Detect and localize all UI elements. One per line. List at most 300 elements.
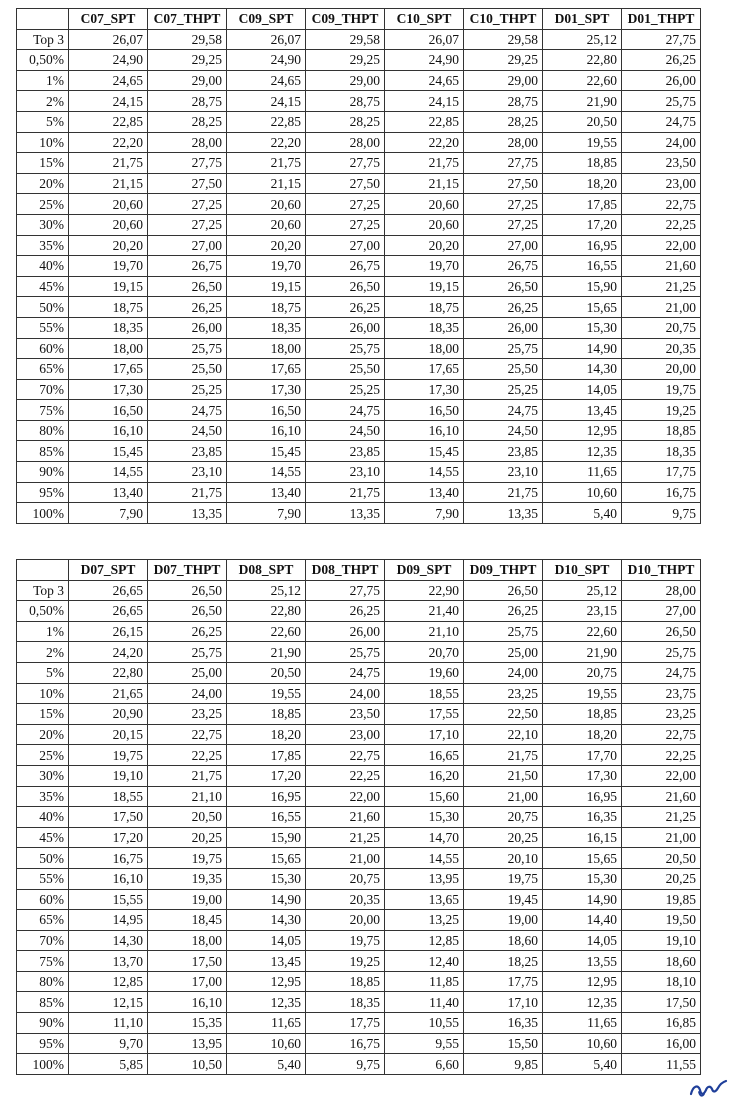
score-cell: 25,75 xyxy=(148,642,227,663)
score-cell: 14,30 xyxy=(227,910,306,931)
score-cell: 27,00 xyxy=(306,235,385,256)
score-cell: 18,25 xyxy=(464,951,543,972)
score-table-1 xyxy=(16,8,701,524)
score-cell: 22,25 xyxy=(148,745,227,766)
score-cell: 23,25 xyxy=(148,704,227,725)
score-cell: 25,25 xyxy=(464,379,543,400)
score-cell: 14,55 xyxy=(385,848,464,869)
score-cell: 20,75 xyxy=(622,317,701,338)
score-cell: 13,45 xyxy=(227,951,306,972)
row-label: 55% xyxy=(17,317,69,338)
table-row xyxy=(17,29,701,50)
score-cell: 24,75 xyxy=(148,400,227,421)
score-cell: 12,95 xyxy=(543,420,622,441)
score-cell: 18,60 xyxy=(464,930,543,951)
score-cell: 25,50 xyxy=(464,359,543,380)
score-cell: 16,50 xyxy=(385,400,464,421)
score-cell: 15,60 xyxy=(385,786,464,807)
column-header: C07_SPT xyxy=(69,9,148,30)
score-cell: 25,12 xyxy=(543,29,622,50)
table-row xyxy=(17,642,701,663)
score-cell: 15,90 xyxy=(227,827,306,848)
score-cell: 13,40 xyxy=(69,482,148,503)
score-cell: 23,15 xyxy=(543,601,622,622)
score-cell: 25,50 xyxy=(306,359,385,380)
score-cell: 17,65 xyxy=(69,359,148,380)
score-cell: 20,00 xyxy=(622,359,701,380)
column-header: C10_SPT xyxy=(385,9,464,30)
score-cell: 14,70 xyxy=(385,827,464,848)
score-cell: 25,75 xyxy=(622,642,701,663)
score-cell: 26,25 xyxy=(464,601,543,622)
row-label: 1% xyxy=(17,621,69,642)
score-cell: 20,75 xyxy=(543,662,622,683)
score-cell: 24,50 xyxy=(464,420,543,441)
score-cell: 21,60 xyxy=(622,786,701,807)
score-cell: 23,85 xyxy=(464,441,543,462)
score-cell: 26,15 xyxy=(69,621,148,642)
score-cell: 14,40 xyxy=(543,910,622,931)
score-cell: 24,15 xyxy=(227,91,306,112)
score-cell: 12,35 xyxy=(543,441,622,462)
row-label: 95% xyxy=(17,1033,69,1054)
score-cell: 10,60 xyxy=(543,482,622,503)
score-cell: 13,65 xyxy=(385,889,464,910)
table-row xyxy=(17,1054,701,1075)
score-cell: 22,75 xyxy=(306,745,385,766)
row-label: 70% xyxy=(17,930,69,951)
score-cell: 17,30 xyxy=(385,379,464,400)
score-cell: 12,35 xyxy=(227,992,306,1013)
table-row xyxy=(17,400,701,421)
score-cell: 14,05 xyxy=(543,930,622,951)
table-row xyxy=(17,235,701,256)
score-cell: 27,00 xyxy=(464,235,543,256)
score-cell: 16,55 xyxy=(227,807,306,828)
score-cell: 21,75 xyxy=(148,482,227,503)
score-cell: 21,90 xyxy=(543,91,622,112)
score-cell: 19,75 xyxy=(306,930,385,951)
score-cell: 18,00 xyxy=(148,930,227,951)
score-cell: 29,00 xyxy=(464,70,543,91)
score-cell: 27,25 xyxy=(464,194,543,215)
row-label: 80% xyxy=(17,420,69,441)
score-cell: 19,10 xyxy=(69,765,148,786)
score-cell: 24,90 xyxy=(227,50,306,71)
score-cell: 21,75 xyxy=(148,765,227,786)
table-row xyxy=(17,580,701,601)
column-header: D10_SPT xyxy=(543,560,622,581)
score-cell: 21,15 xyxy=(227,173,306,194)
score-cell: 13,70 xyxy=(69,951,148,972)
score-cell: 24,50 xyxy=(306,420,385,441)
score-cell: 19,50 xyxy=(622,910,701,931)
table-row xyxy=(17,503,701,524)
score-cell: 16,10 xyxy=(227,420,306,441)
score-cell: 28,75 xyxy=(464,91,543,112)
score-cell: 27,00 xyxy=(622,601,701,622)
score-cell: 6,60 xyxy=(385,1054,464,1075)
score-cell: 19,55 xyxy=(227,683,306,704)
row-label: 85% xyxy=(17,992,69,1013)
score-cell: 21,90 xyxy=(543,642,622,663)
score-cell: 22,20 xyxy=(385,132,464,153)
score-cell: 9,75 xyxy=(622,503,701,524)
score-cell: 16,95 xyxy=(543,786,622,807)
score-cell: 20,10 xyxy=(464,848,543,869)
score-cell: 25,25 xyxy=(306,379,385,400)
row-label: 45% xyxy=(17,276,69,297)
score-cell: 20,75 xyxy=(464,807,543,828)
score-cell: 15,35 xyxy=(148,1013,227,1034)
row-label: 75% xyxy=(17,400,69,421)
row-label: 95% xyxy=(17,482,69,503)
score-cell: 13,35 xyxy=(148,503,227,524)
score-cell: 13,35 xyxy=(306,503,385,524)
score-cell: 25,00 xyxy=(464,642,543,663)
score-cell: 24,00 xyxy=(622,132,701,153)
score-cell: 23,10 xyxy=(464,462,543,483)
score-cell: 9,85 xyxy=(464,1054,543,1075)
score-cell: 26,00 xyxy=(306,621,385,642)
table-row xyxy=(17,992,701,1013)
score-cell: 15,90 xyxy=(543,276,622,297)
score-cell: 24,00 xyxy=(148,683,227,704)
score-cell: 24,75 xyxy=(622,662,701,683)
score-cell: 17,20 xyxy=(69,827,148,848)
row-label: 25% xyxy=(17,194,69,215)
score-cell: 20,60 xyxy=(385,194,464,215)
score-cell: 20,35 xyxy=(622,338,701,359)
score-cell: 21,15 xyxy=(69,173,148,194)
score-cell: 17,30 xyxy=(543,765,622,786)
row-label: 10% xyxy=(17,683,69,704)
score-cell: 20,25 xyxy=(622,868,701,889)
score-cell: 26,25 xyxy=(622,50,701,71)
score-cell: 16,35 xyxy=(464,1013,543,1034)
score-cell: 18,20 xyxy=(543,173,622,194)
score-cell: 16,85 xyxy=(622,1013,701,1034)
score-cell: 12,40 xyxy=(385,951,464,972)
score-cell: 16,00 xyxy=(622,1033,701,1054)
table-row xyxy=(17,910,701,931)
score-cell: 17,10 xyxy=(464,992,543,1013)
row-label: 40% xyxy=(17,807,69,828)
score-cell: 19,55 xyxy=(543,683,622,704)
score-cell: 24,65 xyxy=(69,70,148,91)
row-label: 100% xyxy=(17,1054,69,1075)
score-cell: 25,25 xyxy=(148,379,227,400)
score-cell: 25,12 xyxy=(227,580,306,601)
score-cell: 21,60 xyxy=(306,807,385,828)
score-cell: 18,85 xyxy=(543,153,622,174)
score-cell: 29,00 xyxy=(148,70,227,91)
table-row xyxy=(17,256,701,277)
score-cell: 27,50 xyxy=(148,173,227,194)
table-row xyxy=(17,276,701,297)
score-cell: 13,95 xyxy=(148,1033,227,1054)
score-cell: 26,50 xyxy=(622,621,701,642)
score-cell: 13,25 xyxy=(385,910,464,931)
row-label: 35% xyxy=(17,235,69,256)
score-cell: 20,15 xyxy=(69,724,148,745)
score-cell: 14,05 xyxy=(543,379,622,400)
score-cell: 22,00 xyxy=(622,765,701,786)
score-cell: 23,25 xyxy=(622,704,701,725)
row-label: 30% xyxy=(17,765,69,786)
score-cell: 20,25 xyxy=(148,827,227,848)
score-cell: 24,90 xyxy=(69,50,148,71)
header-row xyxy=(17,560,701,581)
row-label: Top 3 xyxy=(17,580,69,601)
score-cell: 25,75 xyxy=(148,338,227,359)
score-cell: 12,35 xyxy=(543,992,622,1013)
score-cell: 26,65 xyxy=(69,580,148,601)
score-cell: 7,90 xyxy=(69,503,148,524)
table-row xyxy=(17,359,701,380)
score-cell: 16,95 xyxy=(543,235,622,256)
table-row xyxy=(17,420,701,441)
score-cell: 17,30 xyxy=(69,379,148,400)
column-header: C10_THPT xyxy=(464,9,543,30)
score-cell: 17,70 xyxy=(543,745,622,766)
score-cell: 19,75 xyxy=(148,848,227,869)
score-cell: 18,35 xyxy=(622,441,701,462)
score-cell: 28,00 xyxy=(464,132,543,153)
score-cell: 12,95 xyxy=(543,971,622,992)
score-cell: 12,85 xyxy=(385,930,464,951)
score-cell: 21,25 xyxy=(306,827,385,848)
score-cell: 27,75 xyxy=(306,153,385,174)
score-cell: 16,10 xyxy=(69,868,148,889)
score-cell: 27,50 xyxy=(464,173,543,194)
score-cell: 22,75 xyxy=(148,724,227,745)
score-cell: 20,50 xyxy=(148,807,227,828)
score-cell: 18,55 xyxy=(385,683,464,704)
column-header: D09_SPT xyxy=(385,560,464,581)
score-cell: 29,58 xyxy=(306,29,385,50)
score-cell: 18,55 xyxy=(69,786,148,807)
score-cell: 14,90 xyxy=(543,338,622,359)
score-cell: 21,10 xyxy=(385,621,464,642)
score-cell: 18,00 xyxy=(385,338,464,359)
score-cell: 20,90 xyxy=(69,704,148,725)
score-cell: 20,60 xyxy=(227,214,306,235)
score-cell: 21,75 xyxy=(385,153,464,174)
score-cell: 26,25 xyxy=(148,297,227,318)
score-cell: 27,75 xyxy=(306,580,385,601)
table-row xyxy=(17,111,701,132)
row-label: 25% xyxy=(17,745,69,766)
score-cell: 27,75 xyxy=(148,153,227,174)
score-cell: 13,35 xyxy=(464,503,543,524)
score-cell: 20,20 xyxy=(227,235,306,256)
score-cell: 29,25 xyxy=(306,50,385,71)
score-cell: 24,75 xyxy=(464,400,543,421)
row-label: 60% xyxy=(17,338,69,359)
score-cell: 24,75 xyxy=(622,111,701,132)
score-cell: 22,00 xyxy=(306,786,385,807)
score-cell: 23,85 xyxy=(148,441,227,462)
score-cell: 20,60 xyxy=(227,194,306,215)
column-header: D08_THPT xyxy=(306,560,385,581)
score-cell: 21,10 xyxy=(148,786,227,807)
column-header: C09_THPT xyxy=(306,9,385,30)
score-cell: 15,30 xyxy=(543,317,622,338)
score-cell: 11,65 xyxy=(227,1013,306,1034)
table-row xyxy=(17,930,701,951)
score-cell: 11,55 xyxy=(622,1054,701,1075)
score-cell: 19,15 xyxy=(385,276,464,297)
score-cell: 5,40 xyxy=(543,1054,622,1075)
score-cell: 21,25 xyxy=(622,276,701,297)
score-cell: 18,85 xyxy=(227,704,306,725)
table-row xyxy=(17,214,701,235)
row-label: 5% xyxy=(17,111,69,132)
score-cell: 19,70 xyxy=(385,256,464,277)
score-cell: 11,85 xyxy=(385,971,464,992)
score-cell: 26,25 xyxy=(148,621,227,642)
row-label: 45% xyxy=(17,827,69,848)
score-cell: 18,85 xyxy=(622,420,701,441)
score-cell: 12,15 xyxy=(69,992,148,1013)
score-table-2 xyxy=(16,559,701,1075)
score-cell: 18,60 xyxy=(622,951,701,972)
score-cell: 26,50 xyxy=(148,601,227,622)
score-cell: 14,90 xyxy=(227,889,306,910)
table-row xyxy=(17,662,701,683)
score-cell: 22,85 xyxy=(385,111,464,132)
score-cell: 17,55 xyxy=(385,704,464,725)
score-cell: 15,30 xyxy=(543,868,622,889)
table-row xyxy=(17,462,701,483)
score-cell: 26,50 xyxy=(148,276,227,297)
score-cell: 10,55 xyxy=(385,1013,464,1034)
score-cell: 22,25 xyxy=(622,745,701,766)
score-cell: 9,70 xyxy=(69,1033,148,1054)
score-cell: 19,15 xyxy=(69,276,148,297)
score-cell: 16,35 xyxy=(543,807,622,828)
score-cell: 17,30 xyxy=(227,379,306,400)
score-cell: 22,90 xyxy=(385,580,464,601)
score-cell: 24,65 xyxy=(227,70,306,91)
score-cell: 27,25 xyxy=(306,194,385,215)
score-cell: 22,25 xyxy=(306,765,385,786)
table-row xyxy=(17,441,701,462)
score-cell: 20,20 xyxy=(385,235,464,256)
score-cell: 26,25 xyxy=(306,297,385,318)
score-cell: 9,75 xyxy=(306,1054,385,1075)
score-cell: 23,00 xyxy=(622,173,701,194)
row-label: 0,50% xyxy=(17,601,69,622)
table-row xyxy=(17,848,701,869)
score-cell: 21,50 xyxy=(464,765,543,786)
score-cell: 19,75 xyxy=(622,379,701,400)
table-row xyxy=(17,317,701,338)
score-cell: 29,25 xyxy=(464,50,543,71)
score-cell: 21,75 xyxy=(227,153,306,174)
row-label: Top 3 xyxy=(17,29,69,50)
score-cell: 19,10 xyxy=(622,930,701,951)
row-label: 15% xyxy=(17,704,69,725)
row-label: 35% xyxy=(17,786,69,807)
score-cell: 11,10 xyxy=(69,1013,148,1034)
score-cell: 17,20 xyxy=(543,214,622,235)
table-row xyxy=(17,971,701,992)
score-cell: 28,00 xyxy=(622,580,701,601)
score-cell: 16,50 xyxy=(69,400,148,421)
score-cell: 27,75 xyxy=(622,29,701,50)
score-cell: 22,80 xyxy=(227,601,306,622)
score-cell: 26,07 xyxy=(69,29,148,50)
score-cell: 29,00 xyxy=(306,70,385,91)
table-row xyxy=(17,338,701,359)
score-cell: 29,58 xyxy=(464,29,543,50)
score-cell: 12,95 xyxy=(227,971,306,992)
score-cell: 27,75 xyxy=(464,153,543,174)
score-cell: 24,50 xyxy=(148,420,227,441)
score-cell: 18,20 xyxy=(543,724,622,745)
table-row xyxy=(17,153,701,174)
table-row xyxy=(17,868,701,889)
score-cell: 15,65 xyxy=(543,297,622,318)
score-cell: 18,35 xyxy=(69,317,148,338)
score-cell: 22,10 xyxy=(464,724,543,745)
score-cell: 25,12 xyxy=(543,580,622,601)
score-cell: 17,65 xyxy=(385,359,464,380)
score-cell: 5,40 xyxy=(543,503,622,524)
row-label: 100% xyxy=(17,503,69,524)
score-cell: 24,75 xyxy=(306,400,385,421)
score-cell: 26,00 xyxy=(622,70,701,91)
score-cell: 18,10 xyxy=(622,971,701,992)
score-cell: 20,70 xyxy=(385,642,464,663)
score-cell: 21,65 xyxy=(69,683,148,704)
score-cell: 22,25 xyxy=(622,214,701,235)
table-row xyxy=(17,621,701,642)
score-cell: 15,30 xyxy=(227,868,306,889)
score-cell: 24,20 xyxy=(69,642,148,663)
score-cell: 25,50 xyxy=(148,359,227,380)
row-label: 85% xyxy=(17,441,69,462)
score-cell: 14,05 xyxy=(227,930,306,951)
column-header: D09_THPT xyxy=(464,560,543,581)
score-cell: 26,25 xyxy=(464,297,543,318)
score-cell: 22,60 xyxy=(543,621,622,642)
table-row xyxy=(17,297,701,318)
row-label: 60% xyxy=(17,889,69,910)
table-row xyxy=(17,70,701,91)
score-cell: 15,30 xyxy=(385,807,464,828)
score-cell: 22,20 xyxy=(69,132,148,153)
score-cell: 29,25 xyxy=(148,50,227,71)
score-cell: 26,65 xyxy=(69,601,148,622)
score-cell: 27,25 xyxy=(464,214,543,235)
score-cell: 22,85 xyxy=(227,111,306,132)
score-cell: 12,85 xyxy=(69,971,148,992)
score-cell: 18,00 xyxy=(227,338,306,359)
table-row xyxy=(17,50,701,71)
table-row xyxy=(17,827,701,848)
score-cell: 24,15 xyxy=(69,91,148,112)
score-cell: 14,55 xyxy=(227,462,306,483)
row-label: 90% xyxy=(17,1013,69,1034)
table-row xyxy=(17,704,701,725)
score-cell: 19,35 xyxy=(148,868,227,889)
score-cell: 22,60 xyxy=(543,70,622,91)
score-cell: 16,15 xyxy=(543,827,622,848)
score-cell: 19,00 xyxy=(464,910,543,931)
